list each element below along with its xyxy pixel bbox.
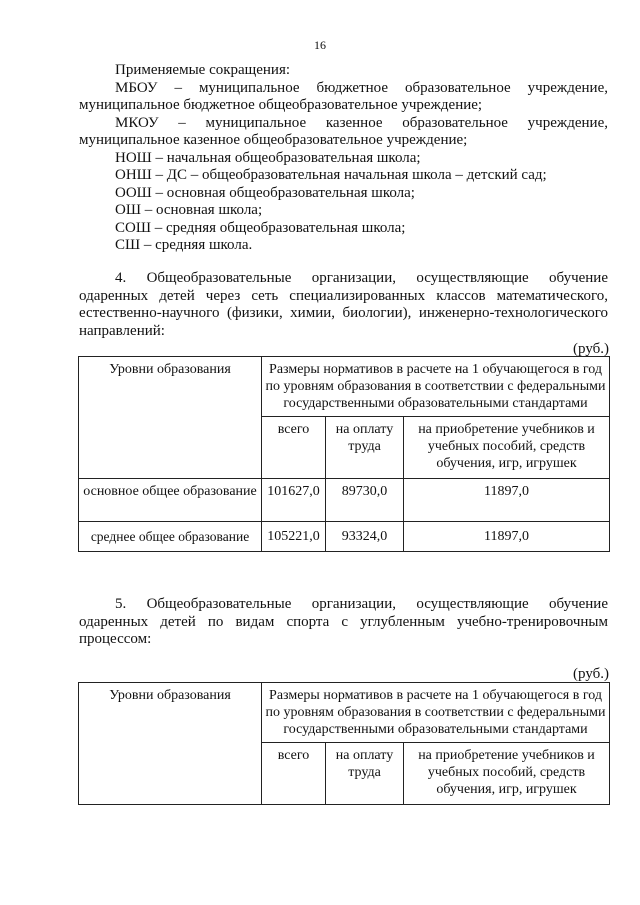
cell-books: 11897,0 bbox=[404, 522, 610, 552]
cell-total: 101627,0 bbox=[262, 479, 326, 522]
header-levels: Уровни образования bbox=[79, 357, 262, 479]
section5-line: процессом: bbox=[79, 631, 152, 647]
abbr-item: ОНШ – ДС – общеобразовательная начальная школа – детский сад; bbox=[115, 167, 547, 183]
abbr-mkou-line2: муниципальное казенное общеобразовательное учреждение; bbox=[79, 132, 468, 148]
abbr-item: СШ – средняя школа. bbox=[115, 237, 253, 253]
section4-line: естественно-научного (физики, химии, биологии), инженерно-технологического bbox=[79, 305, 608, 321]
subheader-total: всего bbox=[262, 743, 326, 805]
section4-line: 4. Общеобразовательные организации, осуществляющие обучение bbox=[115, 270, 608, 286]
abbr-item: СОШ – средняя общеобразовательная школа; bbox=[115, 219, 406, 236]
header-norms: Размеры нормативов в расчете на 1 обучающегося в год по уровням образования в соответствии с федеральными государственными образовательными стандартами bbox=[262, 683, 610, 743]
section5-line: 5. Общеобразовательные организации, осуществляющие обучение bbox=[115, 596, 608, 612]
abbr-mbou-line2: муниципальное бюджетное общеобразовательное учреждение; bbox=[79, 97, 483, 113]
table-row bbox=[79, 522, 610, 552]
subheader-books: на приобретение учебников и учебных пособий, средств обучения, игр, игрушек bbox=[404, 743, 610, 805]
section4-table bbox=[78, 356, 610, 552]
subheader-total: всего bbox=[262, 417, 326, 479]
abbr-item: НОШ – начальная общеобразовательная школа; bbox=[115, 149, 421, 166]
section4-line: направлений: bbox=[79, 322, 165, 339]
cell-books: 11897,0 bbox=[404, 479, 610, 522]
abbr-mbou-line1: МБОУ – муниципальное бюджетное образовательное учреждение, bbox=[115, 79, 608, 96]
subheader-books: на приобретение учебников и учебных пособий, средств обучения, игр, игрушек bbox=[404, 417, 610, 479]
table-header-row bbox=[79, 357, 610, 417]
section5-paragraph bbox=[79, 596, 608, 649]
abbreviations-heading: Применяемые сокращения: bbox=[115, 62, 291, 78]
cell-level: среднее общее образование bbox=[79, 522, 262, 552]
section4-unit: (руб.) bbox=[573, 341, 609, 357]
section5-unit: (руб.) bbox=[573, 666, 609, 682]
cell-level: основное общее образование bbox=[79, 479, 262, 522]
page-number: 16 bbox=[314, 38, 326, 52]
subheader-labor: на оплату труда bbox=[326, 743, 404, 805]
section4-line: одаренных детей через сеть специализированных классов математического, bbox=[79, 287, 608, 304]
abbr-item: ОШ – основная школа; bbox=[115, 202, 263, 218]
abbr-item: ООШ – основная общеобразовательная школа; bbox=[115, 184, 415, 201]
abbr-mkou-line1: МКОУ – муниципальное казенное образовательное учреждение, bbox=[115, 114, 608, 131]
section5-line: одаренных детей по видам спорта с углубленным учебно-тренировочным bbox=[79, 613, 608, 630]
subheader-labor: на оплату труда bbox=[326, 417, 404, 479]
section5-table bbox=[78, 682, 610, 805]
cell-labor: 89730,0 bbox=[326, 479, 404, 522]
cell-labor: 93324,0 bbox=[326, 522, 404, 552]
table-header-row bbox=[79, 683, 610, 743]
header-levels: Уровни образования bbox=[79, 683, 262, 805]
table-row bbox=[79, 479, 610, 522]
header-norms: Размеры нормативов в расчете на 1 обучающегося в год по уровням образования в соответствии с федеральными государственными образовательными стандартами bbox=[262, 357, 610, 417]
section4-paragraph bbox=[79, 270, 608, 340]
cell-total: 105221,0 bbox=[262, 522, 326, 552]
abbreviations-block bbox=[79, 62, 608, 255]
